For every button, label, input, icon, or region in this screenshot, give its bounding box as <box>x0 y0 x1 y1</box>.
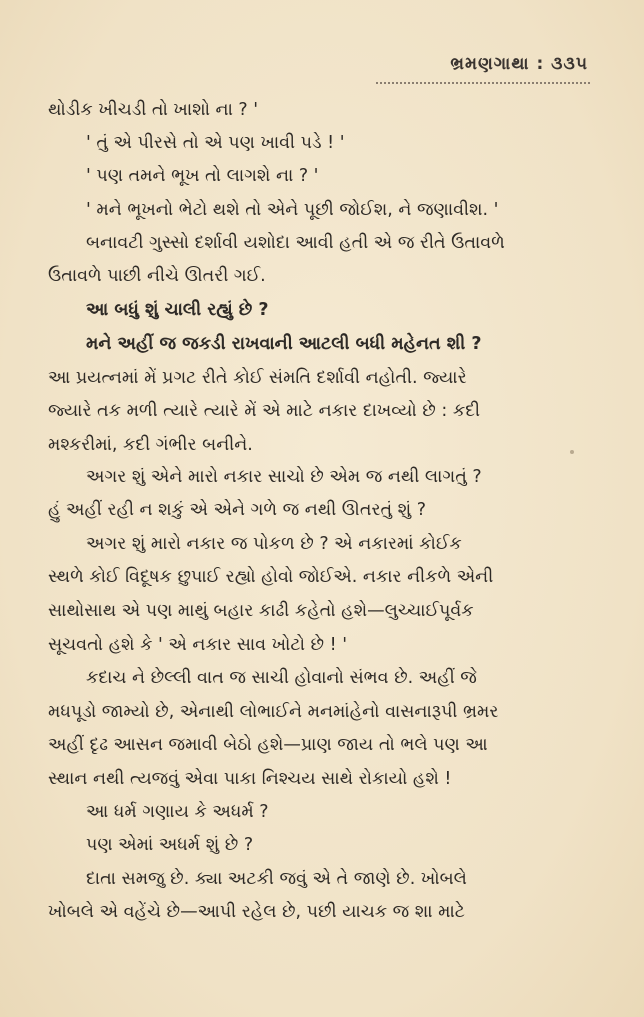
running-header: ભ્રમણગાથા : ૩૩૫ <box>450 54 588 74</box>
text-line: દાતા સમજુ છે. ક્યા અટકી જવું એ તે જાણે છે. ખોબલે <box>86 869 467 889</box>
paper-speck <box>570 450 574 454</box>
text-line: કદાચ ને છેલ્લી વાત જ સાચી હોવાનો સંભવ છે. અહીં જે <box>86 668 477 688</box>
text-line: બનાવટી ગુસ્સો દર્શાવી યશોદા આવી હતી એ જ રીતે ઉતાવળે <box>86 233 505 253</box>
text-line: સાથોસાથ એ પણ માથું બહાર કાઢી કહેતો હશે—લુચ્ચાઈપૂર્વક <box>48 601 474 621</box>
text-line: પણ એમાં અધર્મ શું છે ? <box>86 835 254 855</box>
text-line: સ્થળે કોઈ વિદૂષક છુપાઈ રહ્યો હોવો જોઈએ. નકાર નીકળે એની <box>48 567 494 587</box>
text-line: અહીં દૃઢ આસન જમાવી બેઠો હશે—પ્રાણ જાય તો ભલે પણ આ <box>48 735 488 755</box>
text-line: અગર શું એને મારો નકાર સાચો છે એમ જ નથી લાગતું ? <box>86 467 482 487</box>
text-line: ખોબલે એ વહેંચે છે—આપી રહેલ છે, પછી યાચક જ શા માટે <box>48 902 465 922</box>
text-line: ' પણ તમને ભૂખ તો લાગશે ના ? ' <box>86 166 319 186</box>
text-line: ' તું એ પીરસે તો એ પણ ખાવી પડે ! ' <box>86 133 345 153</box>
text-line: થોડીક ખીચડી તો ખાશો ના ? ' <box>48 100 259 120</box>
header-rule <box>376 82 590 84</box>
text-line: આ ધર્મ ગણાય કે અધર્મ ? <box>86 802 269 822</box>
text-line: મધપૂડો જામ્યો છે, એનાથી લોભાઈને મનમાંહેનો વાસનારૂપી ભ્રમર <box>48 702 499 722</box>
text-line: અગર શું મારો નકાર જ પોકળ છે ? એ નકારમાં કોઈક <box>86 534 462 554</box>
text-line: ' મને ભૂખનો ભેટો થશે તો એને પૂછી જોઈશ, ને જણાવીશ. ' <box>86 200 499 220</box>
text-line: આ પ્રયત્નમાં મેં પ્રગટ રીતે કોઈ સંમતિ દર્શાવી નહોતી. જ્યારે <box>48 368 467 388</box>
text-line: મને અહીં જ જકડી રાખવાની આટલી બધી મહેનત શી ? <box>86 334 482 354</box>
text-line: મશ્કરીમાં, કદી ગંભીર બનીને. <box>48 435 253 455</box>
text-line: સ્થાન નથી ત્યજવું એવા પાકા નિશ્ચય સાથે રોકાયો હશે ! <box>48 769 452 789</box>
text-line: જ્યારે તક મળી ત્યારે ત્યારે મેં એ માટે નકાર દાખવ્યો છે : કદી <box>48 401 480 421</box>
text-line: હું અહીં રહી ન શકું એ એને ગળે જ નથી ઊતરતું શું ? <box>48 500 427 520</box>
text-line: ઉતાવળે પાછી નીચે ઊતરી ગઈ. <box>48 266 266 286</box>
text-line: સૂચવતો હશે કે ' એ નકાર સાવ ખોટો છે ! ' <box>48 635 348 655</box>
text-line: આ બધું શું ચાલી રહ્યું છે ? <box>86 300 269 320</box>
